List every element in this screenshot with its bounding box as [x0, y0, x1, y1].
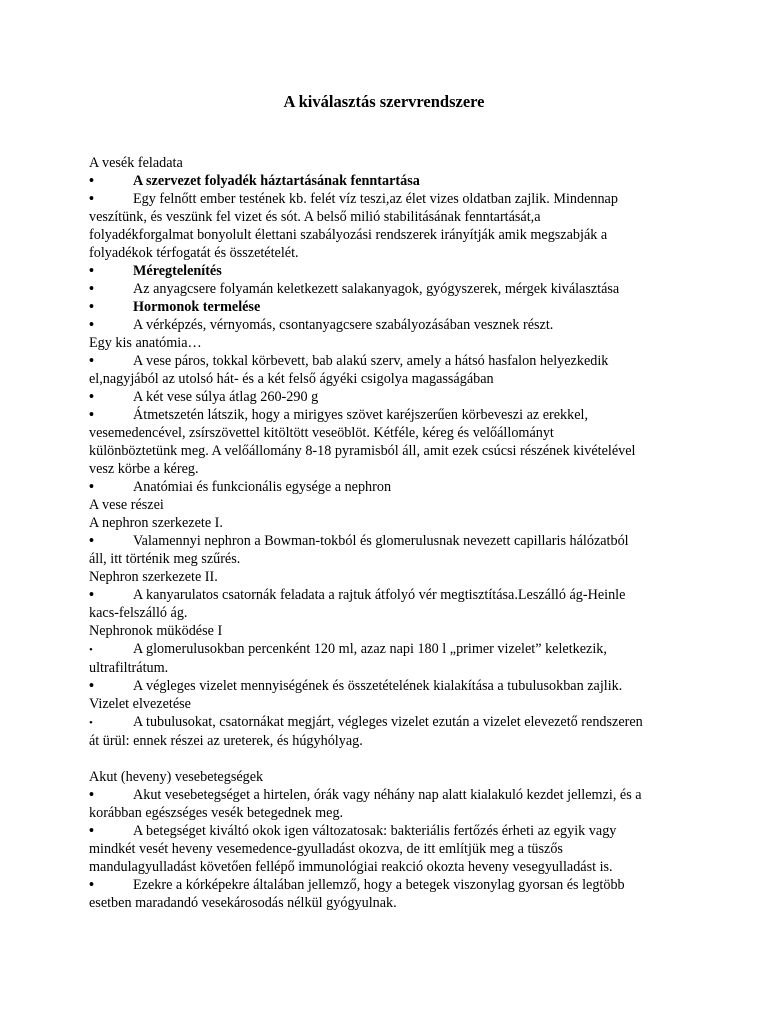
bullet-text: A betegséget kiváltó okok igen változatosak: bakteriális fertőzés érheti az egyik vagy [133, 823, 617, 839]
bullet-item [89, 388, 679, 406]
bullet-text: Egy felnőtt ember testének kb. felét víz teszi,az élet vizes oldatban zajlik. Mindennap [133, 191, 618, 207]
bullet-continuation: folyadékok térfogatát és összetételét. [89, 245, 299, 261]
section-heading: A nephron szerkezete I. [89, 515, 223, 531]
bullet-text: Anatómiai és funkcionális egysége a nephron [133, 479, 392, 495]
bullet-icon: • [89, 823, 94, 839]
bullet-icon: • [89, 479, 94, 495]
bullet-icon: • [89, 353, 94, 369]
bullet-continuation: mindkét vesét heveny vesemedence-gyulladást okozva, de itt említjük meg a tüszős [89, 841, 563, 857]
bullet-text: Átmetszetén látszik, hogy a mirigyes szövet karéjszerűen körbeveszi az erekkel, [133, 407, 588, 423]
bullet-item [89, 262, 679, 280]
bullet-continuation: vesemedencével, zsírszövettel kitöltött veseöblöt. Kétféle, kéreg és velőállományt [89, 425, 554, 441]
bullet-text: A szervezet folyadék háztartásának fenntartása [133, 173, 420, 189]
bullet-item [89, 586, 679, 622]
section-heading: Nephron szerkezete II. [89, 569, 218, 585]
bullet-icon: • [89, 317, 94, 333]
bullet-text: A vérképzés, vérnyomás, csontanyagcsere szabályozásában vesznek részt. [133, 317, 554, 333]
bullet-item [89, 316, 679, 334]
bullet-text: A végleges vizelet mennyiségének és összetételének kialakítása a tubulusokban zajlik. [133, 678, 623, 694]
bullet-continuation: mandulagyulladást követően fellépő immunológiai reakció okozta heveny vesegyulladást is. [89, 859, 613, 875]
bullet-icon: • [89, 191, 94, 207]
bullet-continuation: kacs-felszálló ág. [89, 605, 188, 621]
bullet-item [89, 190, 679, 262]
bullet-item [89, 172, 679, 190]
bullet-icon: • [89, 299, 94, 315]
bullet-icon: • [89, 787, 94, 803]
bullet-item [89, 406, 679, 478]
bullet-text: Az anyagcsere folyamán keletkezett salakanyagok, gyógyszerek, mérgek kiválasztása [133, 281, 620, 297]
bullet-item [89, 876, 679, 912]
bullet-item [89, 640, 679, 677]
bullet-item [89, 280, 679, 298]
section-heading: A vesék feladata [89, 155, 183, 171]
bullet-continuation: folyadékforgalmat bonyolult élettani szabályozási rendszerek irányítják amik megszabják a [89, 227, 608, 243]
bullet-icon: • [89, 173, 94, 189]
bullet-item [89, 713, 679, 750]
bullet-continuation: korábban egészséges vesék betegednek meg. [89, 805, 344, 821]
section-heading: Nephronok müködése I [89, 623, 223, 639]
bullet-text: A vese páros, tokkal körbevett, bab alakú szerv, amely a hátsó hasfalon helyezkedik [133, 353, 609, 369]
bullet-item [89, 352, 679, 388]
bullet-continuation: veszítünk, és veszünk fel vizet és sót. A belső milió stabilitásának fenntartását,a [89, 209, 541, 225]
bullet-icon: • [89, 389, 94, 405]
bullet-text: A glomerulusokban percenként 120 ml, azaz napi 180 l „primer vizelet” keletkezik, [133, 641, 607, 657]
bullet-icon: • [89, 281, 94, 297]
bullet-item [89, 532, 679, 568]
bullet-text: A kanyarulatos csatornák feladata a rajtuk átfolyó vér megtisztítása.Leszálló ág-Heinle [133, 587, 626, 603]
bullet-continuation: ultrafiltrátum. [89, 660, 169, 676]
bullet-icon: • [89, 263, 94, 279]
bullet-icon: • [89, 533, 94, 549]
bullet-item [89, 478, 679, 496]
bullet-text: Akut vesebetegséget a hirtelen, órák vagy néhány nap alatt kialakuló kezdet jellemzi, és a [133, 787, 642, 803]
bullet-item [89, 822, 679, 876]
bullet-text: A tubulusokat, csatornákat megjárt, végleges vizelet ezután a vizelet elevezető rendszeren [133, 714, 643, 730]
bullet-icon: • [89, 407, 94, 423]
section-heading: A vese részei [89, 497, 164, 513]
bullet-icon: • [89, 678, 94, 694]
bullet-text: Méregtelenítés [133, 263, 222, 279]
bullet-icon: • [89, 877, 94, 893]
document-title: A kiválasztás szervrendszere [283, 92, 485, 111]
bullet-continuation: vesz körbe a kéreg. [89, 461, 199, 477]
section-heading: Egy kis anatómia… [89, 335, 202, 351]
bullet-text: Valamennyi nephron a Bowman-tokból és glomerulusnak nevezett capillaris hálózatból [133, 533, 629, 549]
bullet-icon: • [89, 644, 93, 656]
bullet-continuation: el,nagyjából az utolsó hát- és a két felső ágyéki csigolya magasságában [89, 371, 494, 387]
bullet-text: Hormonok termelése [133, 299, 261, 315]
bullet-item [89, 677, 679, 695]
section-heading: Vizelet elvezetése [89, 696, 191, 712]
paragraph-gap [89, 750, 679, 768]
bullet-item [89, 786, 679, 822]
bullet-text: A két vese súlya átlag 260-290 g [133, 389, 319, 405]
bullet-text: Ezekre a kórképekre általában jellemző, hogy a betegek viszonylag gyorsan és legtöbb [133, 877, 625, 893]
bullet-continuation: át ürül: ennek részei az ureterek, és húgyhólyag. [89, 733, 363, 749]
bullet-continuation: különböztetünk meg. A velőállomány 8-18 pyramisból áll, amit ezek csúcsi részének kivételével [89, 443, 636, 459]
section-heading: Akut (heveny) vesebetegségek [89, 769, 264, 785]
document-body [89, 154, 679, 912]
bullet-icon: • [89, 587, 94, 603]
bullet-icon: • [89, 717, 93, 729]
bullet-continuation: esetben maradandó vesekárosodás nélkül gyógyulnak. [89, 895, 397, 911]
bullet-item [89, 298, 679, 316]
bullet-continuation: áll, itt történik meg szűrés. [89, 551, 241, 567]
